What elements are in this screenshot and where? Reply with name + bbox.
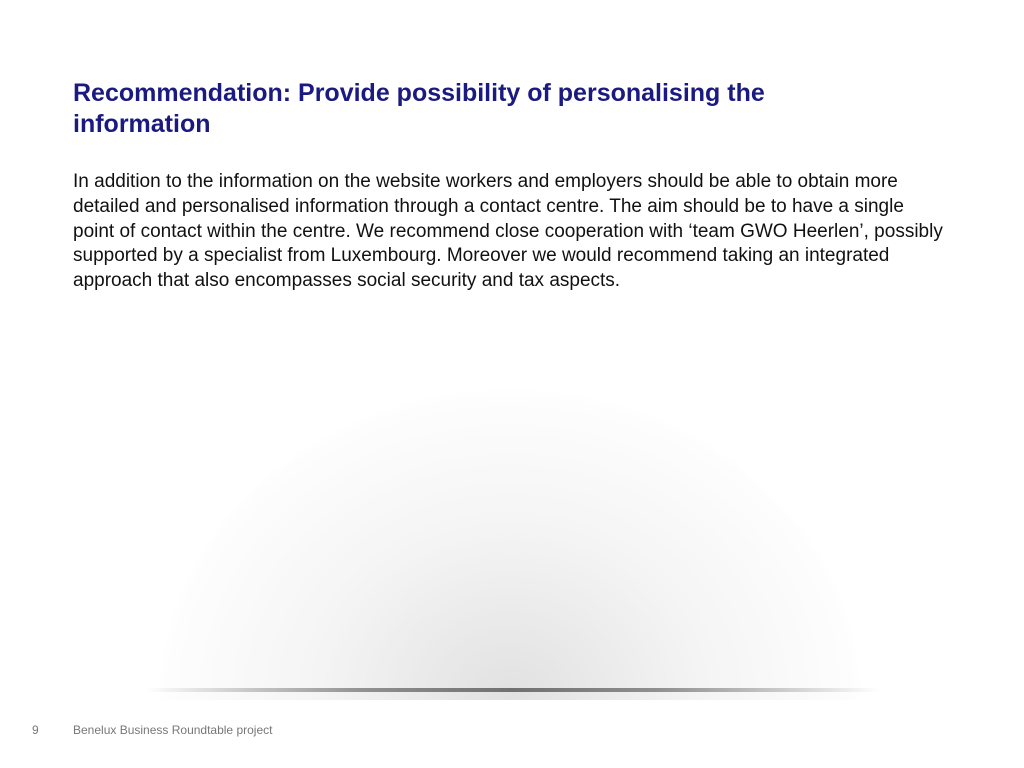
page-number: 9 <box>32 723 39 737</box>
slide-body-text: In addition to the information on the website workers and employers should be able to obtain more detailed and personalised information through a contact centre. The aim should be to have a single point of contact within the centre. We recommend close cooperation with ‘team GWO Heerlen’, possibly supported by a specialist from Luxembourg. Moreover we would recommend taking an integrated approach that also encompasses social security and tax aspects. <box>73 171 943 292</box>
footer-text: Benelux Business Roundtable project <box>73 723 273 737</box>
background-glow <box>160 390 860 700</box>
decorative-floor-line <box>145 688 880 692</box>
slide-title: Recommendation: Provide possibility of personalising the information <box>73 79 765 138</box>
